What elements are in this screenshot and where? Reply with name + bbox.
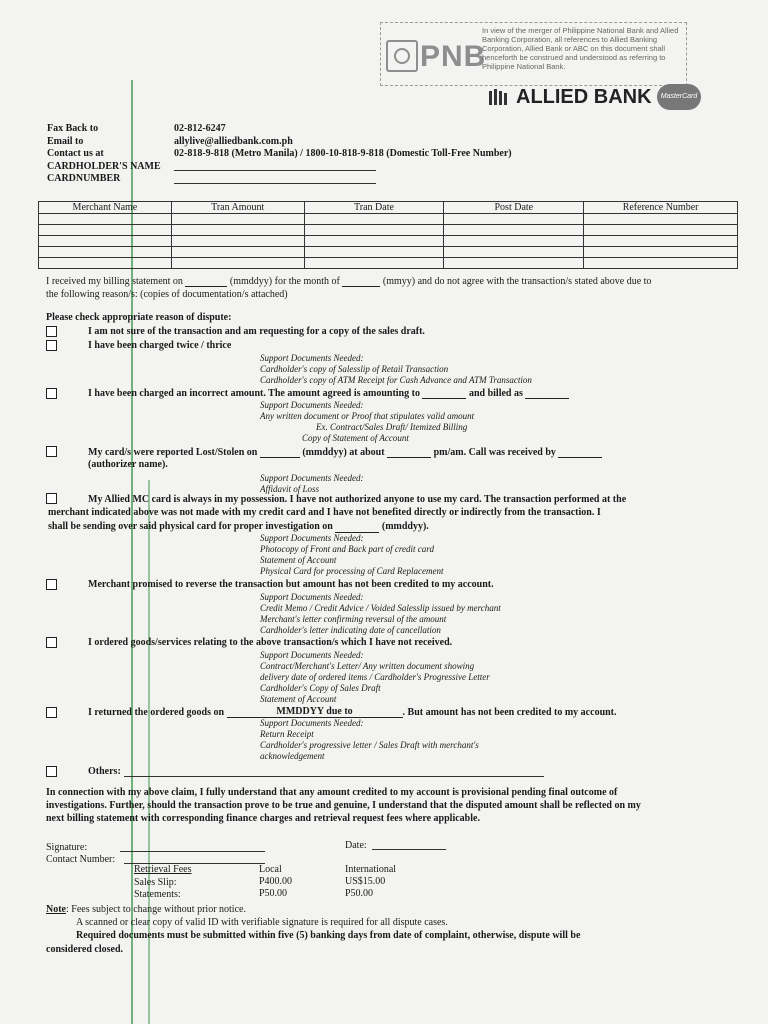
table-row[interactable] (39, 225, 738, 236)
col-merchant-name: Merchant Name (39, 202, 172, 214)
docs-lost-stolen: Support Documents Needed: Affidavit of Loss (260, 473, 364, 494)
col-reference-number: Reference Number (584, 202, 738, 214)
statement-month-field[interactable] (342, 275, 380, 287)
reason-lost-stolen: My card/s were reported Lost/Stolen on (mmddyy) at about pm/am. Call was received by (88, 446, 602, 458)
fees-international: International US$15.00 P50.00 (345, 864, 397, 899)
contact-values (174, 123, 512, 161)
checkbox-card-in-possession[interactable] (46, 493, 57, 504)
statement-line-1: I received my billing statement on (mmddyy) for the month of (mmyy) and do not agree with the transaction/s stated above due to (46, 276, 652, 287)
pnb-logo-icon (386, 40, 418, 72)
table-header-row (39, 202, 738, 214)
checkbox-merchant-reversal[interactable] (46, 579, 57, 590)
reason-merchant-reversal: Merchant promised to reverse the transaction but amount has not been credited to my account. (88, 579, 494, 590)
checkbox-goods-returned[interactable] (46, 707, 57, 718)
mastercard-badge: MasterCard (657, 84, 701, 110)
reason-others-label: Others: (88, 766, 121, 777)
signature-field[interactable] (120, 851, 265, 852)
fees-local: Local P400.00 P50.00 (259, 864, 293, 899)
others-field[interactable] (124, 776, 544, 777)
transaction-table (38, 201, 738, 269)
docs-card-in-possession: Support Documents Needed: Photocopy of Front and Back part of credit card Statement of Account Physical Card for processing of Card Replacement (260, 533, 444, 576)
checkbox-lost-stolen[interactable] (46, 446, 57, 457)
docs-charged-twice: Support Documents Needed: Cardholder's copy of Salesslip of Retail Transaction Cardholder's copy of ATM Receipt for Cash Advance and ATM Transaction (260, 353, 532, 385)
reason-goods-returned: I returned the ordered goods on MMDDYY due to . But amount has not been credited to my account. (88, 706, 617, 718)
col-tran-date: Tran Date (304, 202, 444, 214)
fax-label: Fax Back to (47, 123, 99, 134)
contact-labels (47, 123, 161, 186)
table-row[interactable] (39, 258, 738, 269)
allied-bank-icon (488, 88, 510, 106)
table-row[interactable] (39, 214, 738, 225)
email-label: Email to (47, 135, 84, 147)
billed-amount-field[interactable] (525, 387, 569, 399)
required-documents-line-1: Required documents must be submitted within five (5) banking days from date of complaint, otherwise, dispute will be (76, 930, 581, 941)
check-heading: Please check appropriate reason of dispute: (46, 312, 232, 323)
reason-charged-twice: I have been charged twice / thrice (88, 340, 232, 351)
reason-goods-not-received: I ordered goods/services relating to the above transaction/s which I have not received. (88, 637, 453, 648)
docs-goods-returned: Support Documents Needed: Return Receipt Cardholder's progressive letter / Sales Draft with merchant's acknowledgement (260, 718, 479, 761)
table-row[interactable] (39, 236, 738, 247)
checkbox-charged-twice[interactable] (46, 340, 57, 351)
investigation-date-field[interactable] (335, 519, 379, 533)
checkbox-not-sure[interactable] (46, 326, 57, 337)
contact-number-label: Contact Number: (46, 854, 116, 865)
checkbox-goods-not-received[interactable] (46, 637, 57, 648)
date-label: Date: (345, 840, 367, 851)
cardnumber-field[interactable] (174, 183, 376, 184)
cardholder-name-field[interactable] (174, 170, 376, 171)
statement-line-2: the following reason/s: (copies of documentation/s attached) (46, 289, 288, 300)
return-reason-field[interactable]: MMDDYY due to (227, 706, 403, 718)
lost-date-field[interactable] (260, 446, 300, 458)
reason-incorrect-amount: I have been charged an incorrect amount. The amount agreed is amounting to and billed as (88, 387, 569, 399)
docs-incorrect-amount: Support Documents Needed: Any written document or Proof that stipulates valid amount Ex. Contract/Sales Draft/ Itemized Billing Copy of Statement of Account (260, 400, 475, 443)
id-requirement: A scanned or clear copy of valid ID with verifiable signature is required for all dispute cases. (76, 917, 448, 928)
pnb-logo-text: PNB (420, 40, 487, 73)
scan-streak (148, 480, 150, 1024)
docs-goods-not-received: Support Documents Needed: Contract/Merchant's Letter/ Any written document showing delivery date of ordered items / Cardholder's Progressive Letter Cardholder's Copy of Sales Draft Statement of Account (260, 650, 490, 704)
checkbox-incorrect-amount[interactable] (46, 388, 57, 399)
required-documents-line-2: considered closed. (46, 944, 124, 955)
email-address: allylive@alliedbank.com.ph (174, 135, 293, 147)
cardnumber-label: CARDNUMBER (47, 173, 121, 184)
signature-label: Signature: (46, 842, 88, 853)
docs-merchant-reversal: Support Documents Needed: Credit Memo / Credit Advice / Voided Salesslip issued by merchant Merchant's letter confirming reversal of the amount Cardholder's letter indicating date of cancellation (260, 592, 501, 635)
reason-not-sure: I am not sure of the transaction and am requesting for a copy of the sales draft. (88, 326, 425, 337)
allied-bank-logo: ALLIED BANK (516, 86, 652, 108)
reason-card-in-possession: My Allied MC card is always in my possession. I have not authorized anyone to use my card. The transaction performed at the merchant indicated above was not made with my credit card and I have not benefited directly or indirectly from the transaction. I shall be sending over said physical card for proper investigation on (mmddyy). (48, 494, 627, 532)
col-post-date: Post Date (444, 202, 584, 214)
claim-paragraph: In connection with my above claim, I fully understand that any amount credited to my account is provisional pending final outcome of investigations. Further, should the transaction prove to be true and genuine, I understand that the disputed amount shall be reflected on my next billing statement with corresponding finance charges and retrieval request fees where applicable. (46, 787, 641, 824)
contact-label: Contact us at (47, 148, 104, 159)
fees-labels: Sales Slip: Statements: (134, 877, 181, 900)
cardholder-name-label: CARDHOLDER'S NAME (47, 160, 161, 172)
lost-time-field[interactable] (387, 446, 431, 458)
col-tran-amount: Tran Amount (171, 202, 304, 214)
retrieval-fees-title: Retrieval Fees (134, 864, 192, 875)
note-line: Note: Fees subject to change without prior notice. (46, 904, 246, 915)
statement-date-field[interactable] (185, 275, 227, 287)
agreed-amount-field[interactable] (422, 387, 466, 399)
call-received-by-field[interactable] (558, 446, 602, 458)
fax-number: 02-812-6247 (174, 123, 226, 134)
authorizer-name-label: (authorizer name). (88, 459, 168, 470)
merger-notice: In view of the merger of Philippine National Bank and Allied Banking Corporation, all references to Allied Banking Corporation, Allied Bank or ABC on this document shall henceforth be construed and understood as referring to Philippine National Bank. (482, 26, 679, 71)
checkbox-others[interactable] (46, 766, 57, 777)
date-field[interactable] (372, 849, 446, 850)
contact-number: 02-818-9-818 (Metro Manila) / 1800-10-818-9-818 (Domestic Toll-Free Number) (174, 148, 512, 159)
table-row[interactable] (39, 247, 738, 258)
